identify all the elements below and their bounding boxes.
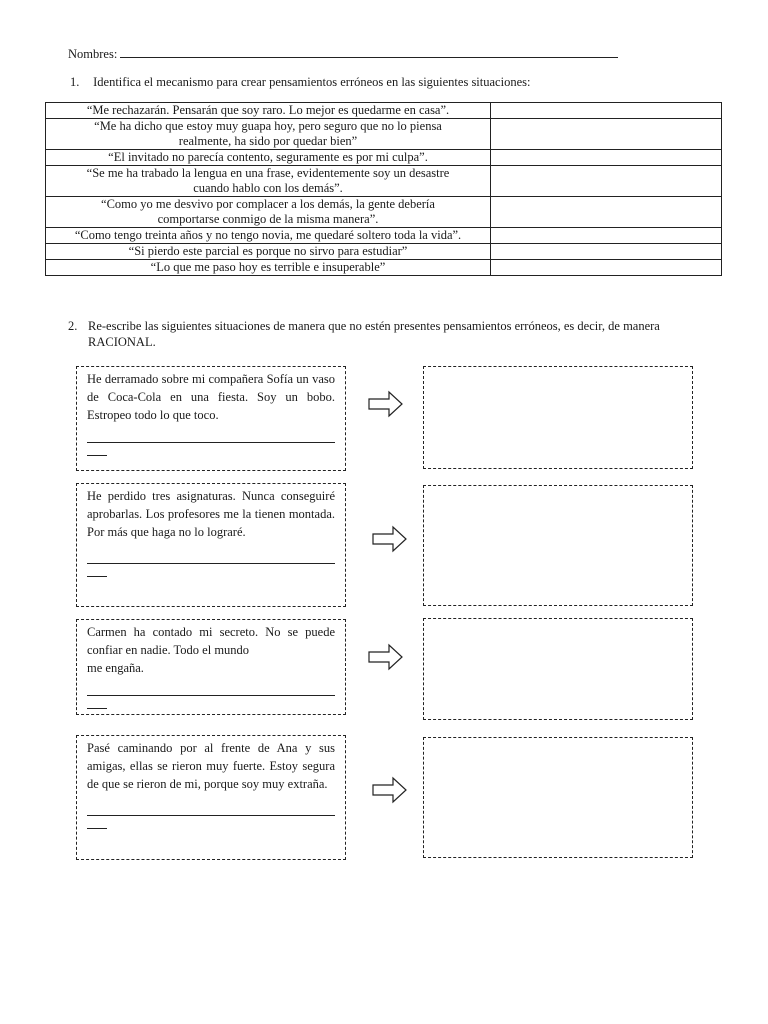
situation-text-4: Pasé caminando por al frente de Ana y sus amigas, ellas se rieron muy fuerte. Estoy segura de que se rieron de mi, porque soy muy extraña. [87,741,335,791]
question-1-number: 1. [70,75,80,89]
situation-line: “Como yo me desvivo por complacer a los demás, la gente debería [101,197,435,211]
situation-text-3: Carmen ha contado mi secreto. No se puede confiar en nadie. Todo el mundo [87,625,335,657]
mechanism-answer-cell[interactable] [491,166,722,197]
situation-line: realmente, ha sido por quedar bien” [178,134,358,148]
table-row [46,150,722,166]
table-row [46,119,722,150]
situation-cell [46,228,491,244]
question-2-line-2: RACIONAL. [88,335,156,349]
question-2 [68,318,738,350]
question-1 [70,75,530,90]
situation-text-1: He derramado sobre mi compañera Sofía un vaso de Coca-Cola en una fiesta. Soy un bobo. Estropeo todo lo que toco. [87,372,335,422]
situation-line: “Se me ha trabado la lengua en una frase, evidentemente soy un desastre [86,166,450,180]
table-row [46,228,722,244]
names-line [68,46,618,62]
mechanisms-table [45,102,722,276]
situation-line: “Si pierdo este parcial es porque no sirvo para estudiar” [128,244,408,258]
situation-line: “Me rechazarán. Pensarán que soy raro. Lo mejor es quedarme en casa”. [86,103,450,117]
arrow-right-icon [368,390,404,418]
table-row [46,166,722,197]
situation-box-4 [76,735,346,860]
situation-line: “Me ha dicho que estoy muy guapa hoy, pero seguro que no lo piensa [94,119,442,133]
situation-text-3-extra: me engaña. [87,661,144,675]
situation-cell [46,119,491,150]
mechanism-answer-cell[interactable] [491,103,722,119]
mechanism-answer-cell[interactable] [491,228,722,244]
table-row [46,197,722,228]
answer-line-tail-2 [87,564,107,577]
answer-line-tail-1 [87,443,107,456]
situation-box-2 [76,483,346,607]
mechanism-answer-cell[interactable] [491,244,722,260]
answer-line-4[interactable] [87,797,335,816]
situation-cell [46,103,491,119]
situation-cell [46,166,491,197]
table-row [46,260,722,276]
mechanism-answer-cell[interactable] [491,119,722,150]
situation-line: “El invitado no parecía contento, seguramente es por mi culpa”. [108,150,428,164]
answer-line-tail-4 [87,816,107,829]
situation-box-3 [76,619,346,715]
question-2-number: 2. [68,319,78,333]
table-row [46,244,722,260]
answer-box-1[interactable] [423,366,693,469]
answer-box-2[interactable] [423,485,693,606]
table-row [46,103,722,119]
situation-cell [46,197,491,228]
mechanism-answer-cell[interactable] [491,197,722,228]
answer-line-1[interactable] [87,424,335,443]
situation-box-1 [76,366,346,471]
arrow-right-icon [372,525,408,553]
situation-text-2: He perdido tres asignaturas. Nunca conseguiré aprobarlas. Los profesores me la tienen montada. Por más que haga no lo lograré. [87,489,335,539]
answer-line-tail-3 [87,696,107,709]
situation-line: “Como tengo treinta años y no tengo novia, me quedaré soltero toda la vida”. [74,228,462,242]
answer-line-2[interactable] [87,545,335,564]
situation-line: “Lo que me paso hoy es terrible e insuperable” [150,260,386,274]
answer-line-3[interactable] [87,677,335,696]
question-1-text: Identifica el mecanismo para crear pensamientos erróneos en las siguientes situaciones: [93,75,531,89]
mechanism-answer-cell[interactable] [491,150,722,166]
question-2-line-1: Re-escribe las siguientes situaciones de manera que no estén presentes pensamientos erróneos, es decir, de manera [88,319,660,333]
answer-box-4[interactable] [423,737,693,858]
names-input-line[interactable] [120,46,618,58]
situation-line: comportarse conmigo de la misma manera”. [157,212,379,226]
situation-cell [46,244,491,260]
arrow-right-icon [372,776,408,804]
arrow-right-icon [368,643,404,671]
names-label: Nombres: [68,47,118,61]
answer-box-3[interactable] [423,618,693,720]
situation-cell [46,260,491,276]
mechanism-answer-cell[interactable] [491,260,722,276]
situation-cell [46,150,491,166]
situation-line: cuando hablo con los demás”. [193,181,343,195]
